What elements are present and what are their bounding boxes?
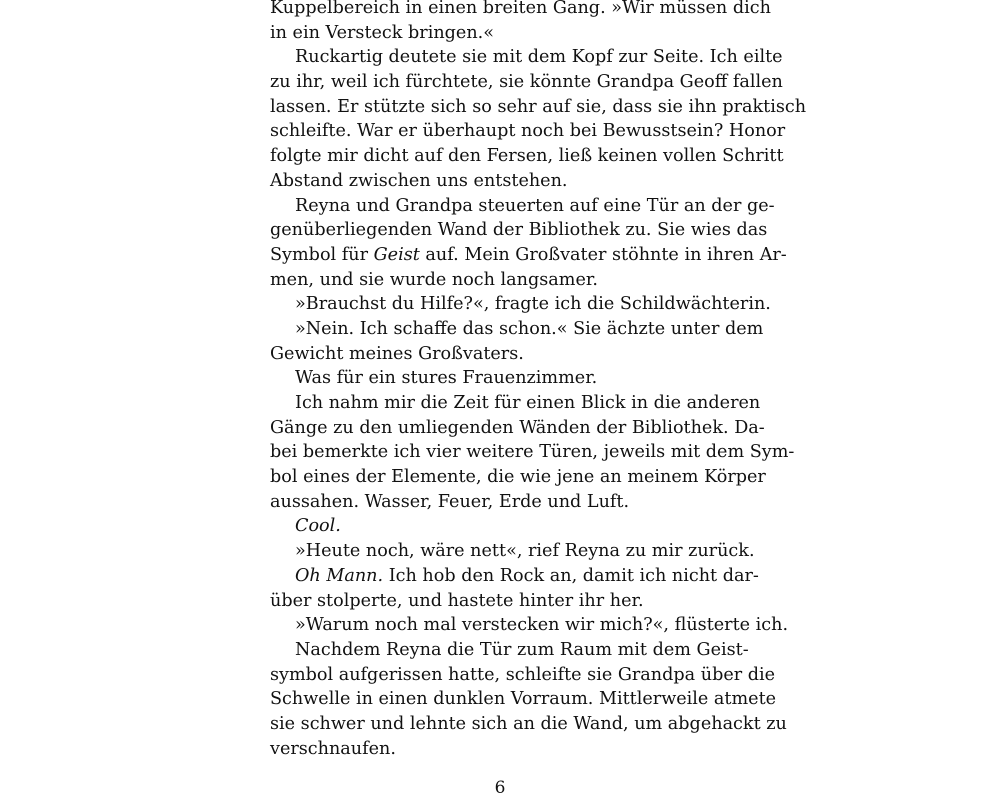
- text-line: bei bemerkte ich vier weitere Türen, jeweils mit dem Sym-: [270, 442, 795, 463]
- text-line: »Heute noch, wäre nett«, rief Reyna zu mir zurück.: [295, 541, 755, 562]
- text-line: Was für ein stures Frauenzimmer.: [295, 368, 598, 389]
- text-line: Abstand zwischen uns entstehen.: [270, 170, 568, 191]
- text-line: [270, 564, 759, 589]
- text-line: Ruckartig deutete sie mit dem Kopf zur Seite. Ich eilte: [295, 47, 783, 68]
- text-line: symbol aufgerissen hatte, schleifte sie Grandpa über die: [270, 664, 776, 685]
- text-line: verschnaufen.: [270, 738, 396, 759]
- line-text-rest: Ich hob den Rock an, damit ich nicht dar-: [388, 565, 759, 586]
- line-text-before-italic: Symbol für: [270, 244, 369, 265]
- text-line: Ich nahm mir die Zeit für einen Blick in die anderen: [295, 393, 761, 413]
- text-line: men, und sie wurde noch langsamer.: [270, 269, 598, 290]
- text-line: schleifte. War er überhaupt noch bei Bewusstsein? Honor: [270, 121, 786, 142]
- text-line: in ein Versteck bringen.«: [270, 22, 495, 43]
- text-line: über stolperte, und hastete hinter ihr her.: [270, 590, 644, 611]
- text-line: Schwelle in einen dunklen Vorraum. Mittlerweile atmete: [270, 689, 777, 710]
- text-line: folgte mir dicht auf den Fersen, ließ keinen vollen Schritt: [270, 146, 784, 167]
- page-number: 6: [494, 778, 506, 798]
- text-line: bol eines der Elemente, die wie jene an meinem Körper: [270, 467, 766, 488]
- book-page: [270, 0, 807, 761]
- text-line: »Brauchst du Hilfe?«, fragte ich die Schildwächterin.: [295, 294, 771, 315]
- text-line: aussahen. Wasser, Feuer, Erde und Luft.: [270, 491, 630, 512]
- italic-word-geist: Geist: [373, 244, 420, 265]
- text-line: Nachdem Reyna die Tür zum Raum mit dem Geist-: [295, 639, 749, 660]
- text-line: zu ihr, weil ich fürchtete, sie könnte Grandpa Geoff fallen: [270, 72, 783, 93]
- text-line: Gänge zu den umliegenden Wänden der Bibliothek. Da-: [270, 417, 765, 438]
- text-line: Kuppelbereich in einen breiten Gang. »Wir müssen dich: [270, 0, 771, 18]
- line-text-rest: Mein Großvater stöhnte in ihren Ar-: [464, 244, 787, 265]
- text-line-italic: Cool.: [295, 516, 341, 537]
- text-line: lassen. Er stützte sich so sehr auf sie, dass sie ihn praktisch: [270, 96, 807, 117]
- text-line: genüberliegenden Wand der Bibliothek zu. Sie wies das: [270, 220, 768, 241]
- text-line: Gewicht meines Großvaters.: [270, 343, 524, 364]
- line-text-after-italic: auf.: [425, 244, 459, 265]
- text-line: Reyna und Grandpa steuerten auf eine Tür an der ge-: [295, 195, 775, 216]
- italic-phrase-oh-mann: Oh Mann.: [295, 565, 384, 586]
- text-line: »Nein. Ich schaffe das schon.« Sie ächzte unter dem: [295, 318, 764, 339]
- text-line: »Warum noch mal verstecken wir mich?«, flüsterte ich.: [295, 615, 789, 636]
- text-line: sie schwer und lehnte sich an die Wand, um abgehackt zu: [270, 713, 787, 734]
- text-line: [270, 243, 787, 268]
